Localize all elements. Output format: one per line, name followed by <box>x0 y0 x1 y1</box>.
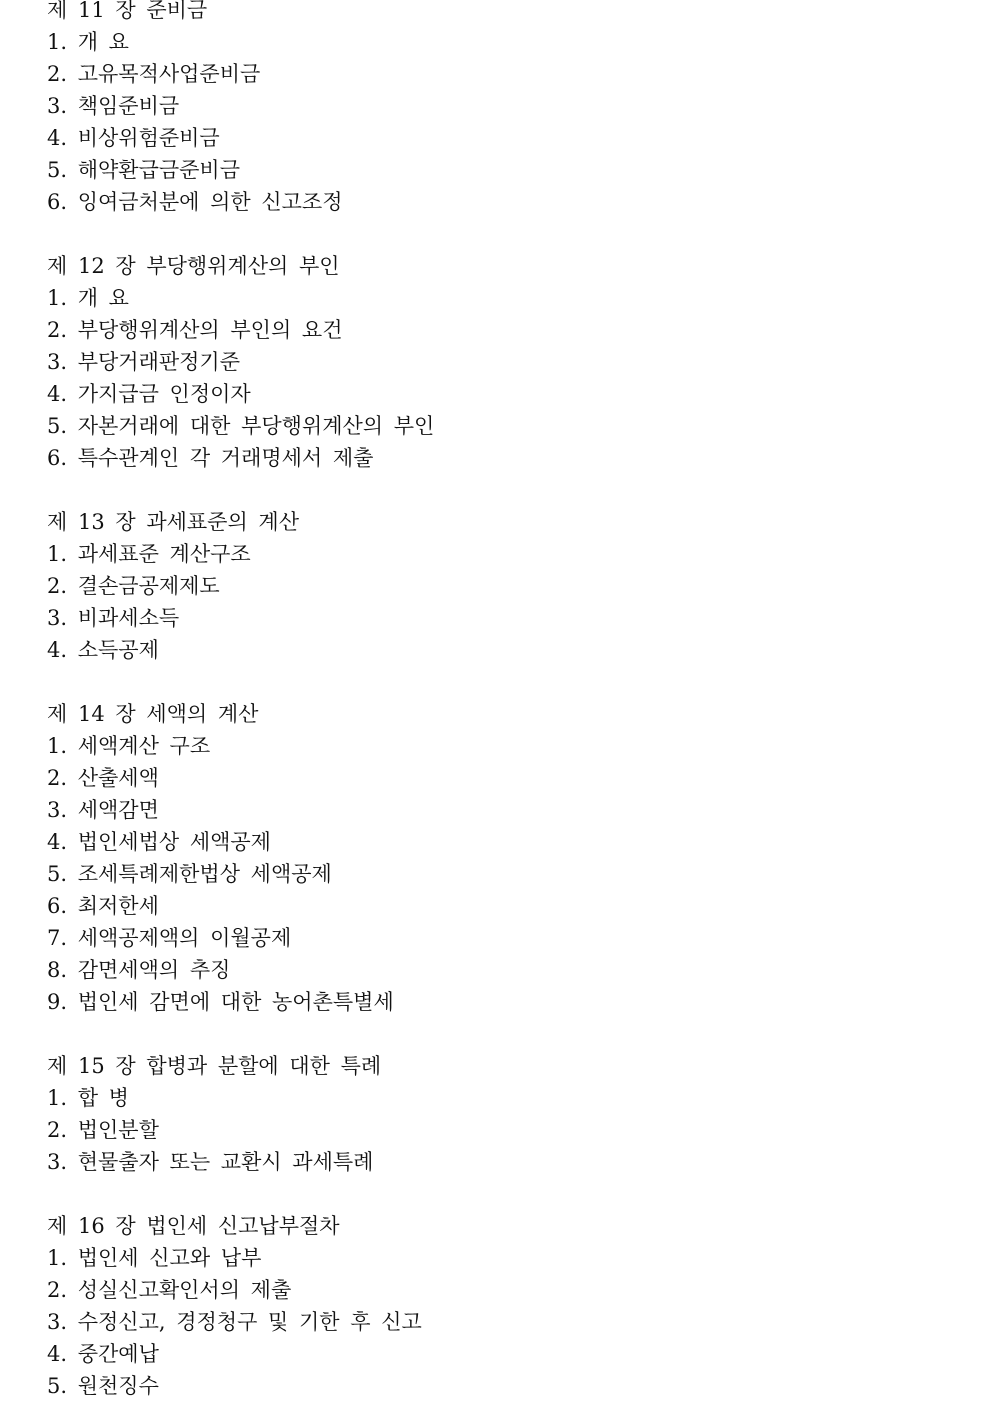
list-item: 4. 중간예납 <box>47 1342 159 1366</box>
list-item: 1. 합 병 <box>47 1086 129 1110</box>
list-item: 5. 해약환급금준비금 <box>47 158 240 182</box>
list-item: 3. 책임준비금 <box>47 94 180 118</box>
list-item: 1. 세액계산 구조 <box>47 734 211 758</box>
list-item: 2. 산출세액 <box>47 766 159 790</box>
list-item: 3. 부당거래판정기준 <box>47 350 240 374</box>
list-item: 1. 법인세 신고와 납부 <box>47 1246 262 1270</box>
list-item: 4. 소득공제 <box>47 638 159 662</box>
list-item: 4. 법인세법상 세액공제 <box>47 830 271 854</box>
chapter-heading: 제 15 장 합병과 분할에 대한 특례 <box>47 1054 382 1078</box>
list-item: 5. 원천징수 <box>47 1374 159 1398</box>
list-item: 1. 개 요 <box>47 286 129 310</box>
section-spacer <box>47 1018 967 1050</box>
list-item: 3. 비과세소득 <box>47 606 180 630</box>
section-spacer <box>47 474 967 506</box>
section-spacer <box>47 218 967 250</box>
list-item: 2. 고유목적사업준비금 <box>47 62 261 86</box>
list-item: 2. 부당행위계산의 부인의 요건 <box>47 318 343 342</box>
chapter-heading: 제 16 장 법인세 신고납부절차 <box>47 1214 340 1238</box>
section-spacer <box>47 1178 967 1210</box>
list-item: 3. 현물출자 또는 교환시 과세특례 <box>47 1150 374 1174</box>
list-item: 3. 수정신고, 경정청구 및 기한 후 신고 <box>47 1310 422 1334</box>
list-item: 8. 감면세액의 추징 <box>47 958 231 982</box>
chapter-section <box>47 698 967 1018</box>
list-item: 4. 비상위험준비금 <box>47 126 220 150</box>
chapter-heading: 제 12 장 부당행위계산의 부인 <box>47 254 340 278</box>
chapter-section <box>47 1050 967 1178</box>
chapter-section <box>47 1210 967 1402</box>
chapter-heading: 제 11 장 준비금 <box>47 0 208 22</box>
list-item: 3. 세액감면 <box>47 798 159 822</box>
list-item: 1. 개 요 <box>47 30 129 54</box>
list-item: 5. 자본거래에 대한 부당행위계산의 부인 <box>47 414 435 438</box>
list-item: 2. 성실신고확인서의 제출 <box>47 1278 292 1302</box>
list-item: 6. 최저한세 <box>47 894 159 918</box>
chapter-section <box>47 0 967 218</box>
list-item: 2. 법인분할 <box>47 1118 159 1142</box>
list-item: 4. 가지급금 인정이자 <box>47 382 251 406</box>
list-item: 2. 결손금공제제도 <box>47 574 220 598</box>
chapter-heading: 제 13 장 과세표준의 계산 <box>47 510 299 534</box>
list-item: 7. 세액공제액의 이월공제 <box>47 926 292 950</box>
chapter-section <box>47 250 967 474</box>
chapter-heading: 제 14 장 세액의 계산 <box>47 702 259 726</box>
list-item: 9. 법인세 감면에 대한 농어촌특별세 <box>47 990 394 1014</box>
list-item: 6. 잉여금처분에 의한 신고조정 <box>47 190 343 214</box>
table-of-contents <box>47 0 967 1402</box>
chapter-section <box>47 506 967 666</box>
list-item: 6. 특수관계인 각 거래명세서 제출 <box>47 446 374 470</box>
list-item: 1. 과세표준 계산구조 <box>47 542 251 566</box>
list-item: 5. 조세특례제한법상 세액공제 <box>47 862 332 886</box>
section-spacer <box>47 666 967 698</box>
